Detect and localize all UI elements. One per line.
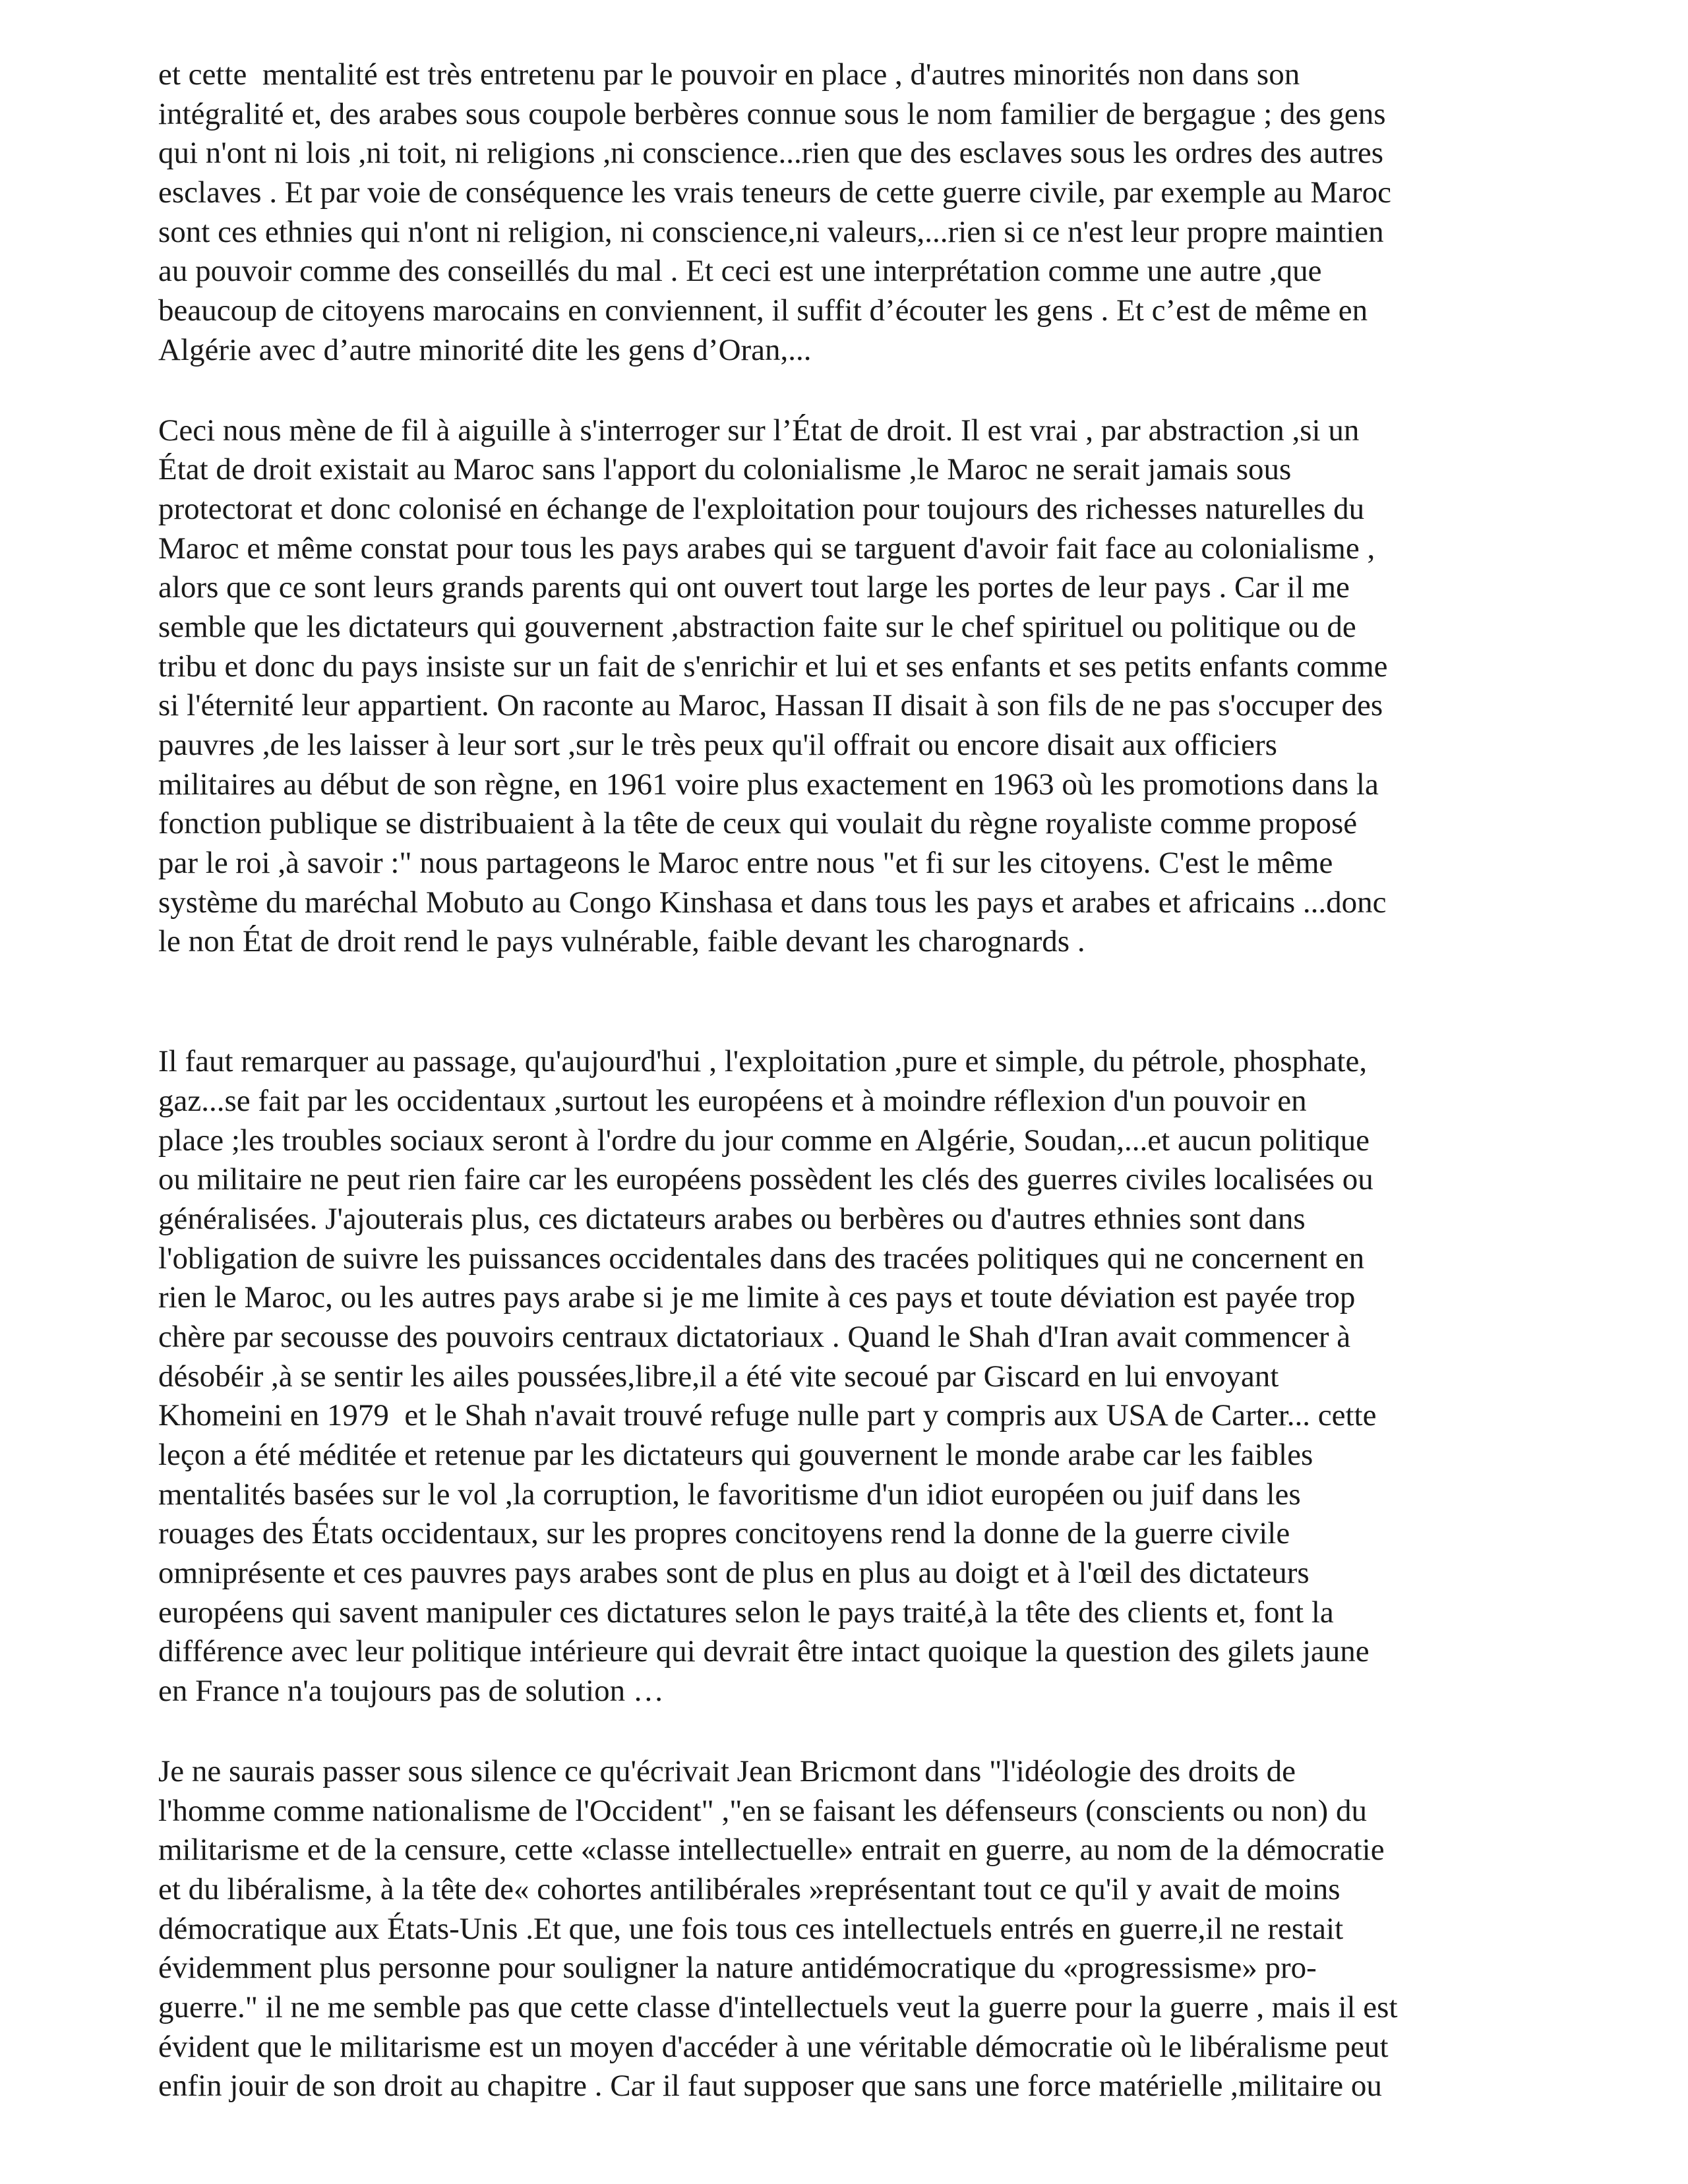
- text-line: Maroc et même constat pour tous les pays arabes qui se targuent d'avoir fait face au colonialisme ,: [158, 531, 1375, 566]
- text-line: européens qui savent manipuler ces dictatures selon le pays traité,à la tête des clients et, font la: [158, 1595, 1334, 1630]
- text-line: sont ces ethnies qui n'ont ni religion, ni conscience,ni valeurs,...rien si ce n'est leur propre maintien: [158, 214, 1384, 249]
- text-line: évidemment plus personne pour souligner la nature antidémocratique du «progressisme» pro-: [158, 1951, 1317, 1986]
- text-line: désobéir ,à se sentir les ailes poussées,libre,il a été vite secoué par Giscard en lui envoyant: [158, 1359, 1279, 1394]
- text-line: le non État de droit rend le pays vulnérable, faible devant les charognards .: [158, 924, 1085, 959]
- text-line: beaucoup de citoyens marocains en conviennent, il suffit d’écouter les gens . Et c’est de même en: [158, 293, 1368, 328]
- text-line: militaires au début de son règne, en 1961 voire plus exactement en 1963 où les promotions dans la: [158, 767, 1379, 802]
- text-line: militarisme et de la censure, cette «classe intellectuelle» entrait en guerre, au nom de la démocratie: [158, 1833, 1385, 1868]
- text-line: et cette mentalité est très entretenu par le pouvoir en place , d'autres minorités non dans son: [158, 57, 1300, 92]
- text-line: Il faut remarquer au passage, qu'aujourd'hui , l'exploitation ,pure et simple, du pétrole, phosphate,: [158, 1044, 1368, 1079]
- paragraph-spacer: [158, 962, 1530, 1042]
- paragraph-4: [158, 1752, 1530, 2106]
- text-line: si l'éternité leur appartient. On raconte au Maroc, Hassan II disait à son fils de ne pas s'occuper des: [158, 688, 1383, 723]
- paragraph-2: [158, 411, 1530, 962]
- text-line: guerre." il ne me semble pas que cette classe d'intellectuels veut la guerre pour la guerre , mais il est: [158, 1990, 1398, 2024]
- text-line: Ceci nous mène de fil à aiguille à s'interroger sur l’État de droit. Il est vrai , par abstraction ,si un: [158, 413, 1360, 448]
- text-line: différence avec leur politique intérieure qui devrait être intact quoique la question des gilets jaune: [158, 1634, 1370, 1669]
- paragraph-1: [158, 55, 1530, 370]
- text-line: l'obligation de suivre les puissances occidentales dans des tracées politiques qui ne concernent en: [158, 1241, 1365, 1276]
- paragraph-spacer: [158, 370, 1530, 411]
- document-page: [158, 55, 1530, 2106]
- text-line: chère par secousse des pouvoirs centraux dictatoriaux . Quand le Shah d'Iran avait commencer à: [158, 1319, 1351, 1354]
- text-line: pauvres ,de les laisser à leur sort ,sur le très peux qu'il offrait ou encore disait aux officiers: [158, 728, 1277, 762]
- text-line: en France n'a toujours pas de solution …: [158, 1674, 664, 1709]
- text-line: et du libéralisme, à la tête de« cohortes antilibérales »représentant tout ce qu'il y avait de moins: [158, 1872, 1341, 1906]
- text-line: fonction publique se distribuaient à la tête de ceux qui voulait du règne royaliste comme proposé: [158, 806, 1358, 841]
- text-line: qui n'ont ni lois ,ni toit, ni religions ,ni conscience...rien que des esclaves sous les ordres des autres: [158, 136, 1384, 171]
- text-line: Khomeini en 1979 et le Shah n'avait trouvé refuge nulle part y compris aux USA de Carter... cette: [158, 1398, 1377, 1433]
- text-line: tribu et donc du pays insiste sur un fait de s'enrichir et lui et ses enfants et ses petits enfants comme: [158, 649, 1388, 684]
- text-line: semble que les dictateurs qui gouvernent ,abstraction faite sur le chef spirituel ou politique ou de: [158, 609, 1356, 644]
- text-line: Je ne saurais passer sous silence ce qu'écrivait Jean Bricmont dans "l'idéologie des droits de: [158, 1754, 1296, 1788]
- text-line: rien le Maroc, ou les autres pays arabe si je me limite à ces pays et toute déviation est payée trop: [158, 1280, 1356, 1315]
- text-line: démocratique aux États-Unis .Et que, une fois tous ces intellectuels entrés en guerre,il ne restait: [158, 1911, 1344, 1946]
- text-line: alors que ce sont leurs grands parents qui ont ouvert tout large les portes de leur pays . Car il me: [158, 570, 1350, 605]
- text-line: rouages des États occidentaux, sur les propres concitoyens rend la donne de la guerre civile: [158, 1516, 1290, 1551]
- text-line: ou militaire ne peut rien faire car les européens possèdent les clés des guerres civiles localisées ou: [158, 1162, 1373, 1197]
- text-line: enfin jouir de son droit au chapitre . Car il faut supposer que sans une force matérielle ,militaire ou: [158, 2069, 1382, 2104]
- text-line: l'homme comme nationalisme de l'Occident" ,"en se faisant les défenseurs (conscients ou non) du: [158, 1793, 1367, 1828]
- text-line: système du maréchal Mobuto au Congo Kinshasa et dans tous les pays et arabes et africains ...donc: [158, 885, 1387, 920]
- paragraph-3: [158, 1042, 1530, 1711]
- text-line: intégralité et, des arabes sous coupole berbères connue sous le nom familier de bergague ; des gens: [158, 96, 1386, 131]
- text-line: place ;les troubles sociaux seront à l'ordre du jour comme en Algérie, Soudan,...et aucun politique: [158, 1123, 1370, 1158]
- text-line: leçon a été méditée et retenue par les dictateurs qui gouvernent le monde arabe car les faibles: [158, 1438, 1313, 1472]
- text-line: État de droit existait au Maroc sans l'apport du colonialisme ,le Maroc ne serait jamais sous: [158, 452, 1292, 487]
- paragraph-spacer: [158, 1711, 1530, 1752]
- text-line: protectorat et donc colonisé en échange de l'exploitation pour toujours des richesses naturelles du: [158, 491, 1365, 526]
- text-line: omniprésente et ces pauvres pays arabes sont de plus en plus au doigt et à l'œil des dictateurs: [158, 1556, 1310, 1591]
- text-line: au pouvoir comme des conseillés du mal . Et ceci est une interprétation comme une autre ,que: [158, 254, 1322, 289]
- text-line: gaz...se fait par les occidentaux ,surtout les européens et à moindre réflexion d'un pouvoir en: [158, 1083, 1307, 1118]
- text-line: esclaves . Et par voie de conséquence les vrais teneurs de cette guerre civile, par exemple au Maroc: [158, 175, 1391, 210]
- text-line: par le roi ,à savoir :" nous partageons le Maroc entre nous "et fi sur les citoyens. C'est le même: [158, 846, 1333, 881]
- text-line: mentalités basées sur le vol ,la corruption, le favoritisme d'un idiot européen ou juif dans les: [158, 1477, 1301, 1512]
- text-line: Algérie avec d’autre minorité dite les gens d’Oran,...: [158, 332, 812, 367]
- text-line: évident que le militarisme est un moyen d'accéder à une véritable démocratie où le libéralisme peut: [158, 2029, 1389, 2064]
- text-line: généralisées. J'ajouterais plus, ces dictateurs arabes ou berbères ou d'autres ethnies sont dans: [158, 1201, 1306, 1236]
